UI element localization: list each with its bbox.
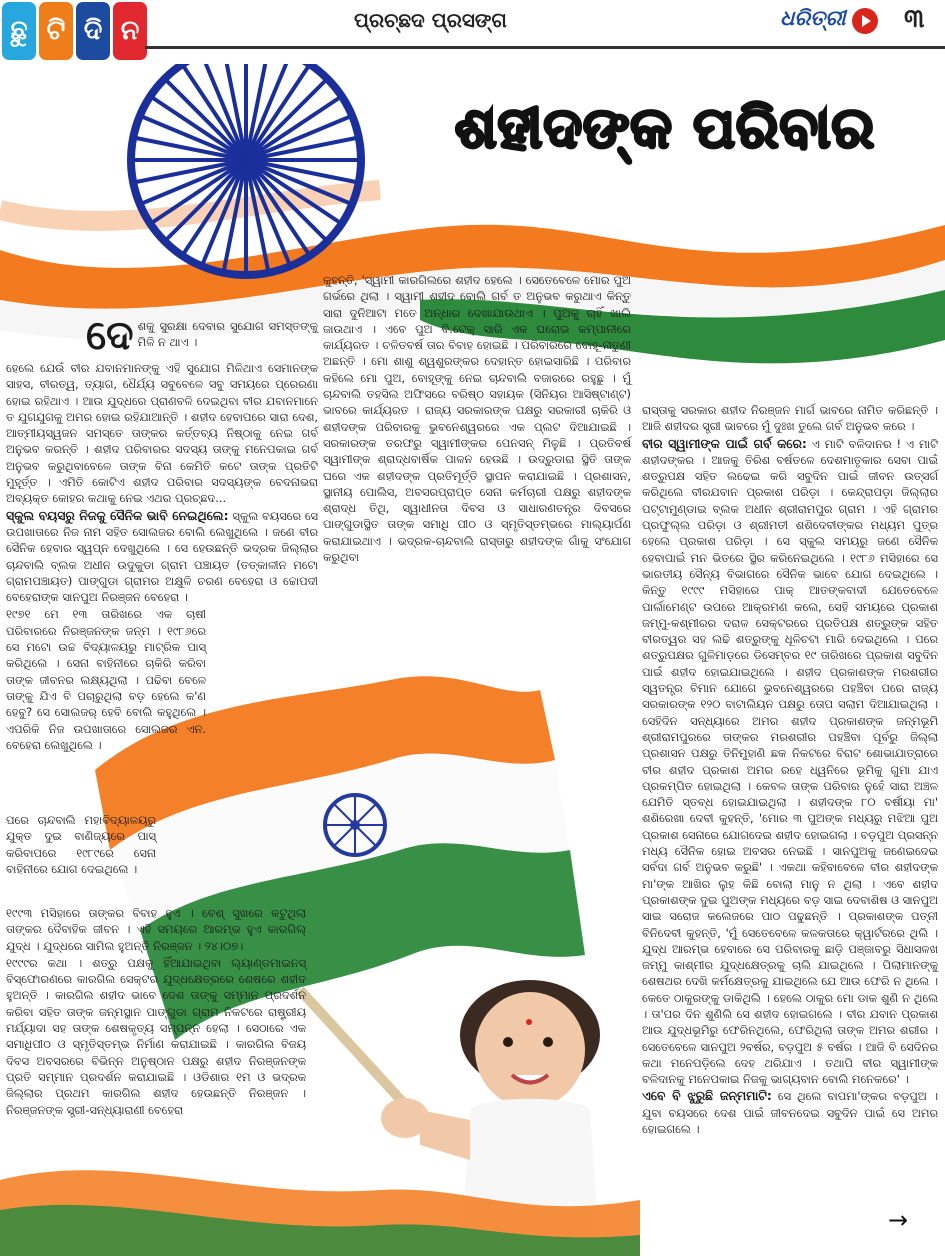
subheading: ସ୍କୁଲ ବୟସରୁ ନିଜକୁ ସୈନିକ ଭାବି ନେଇଥିଲେ: (6, 507, 229, 523)
paragraph: ସ୍କୁଲ ବୟସରେ ସେ ଉପଖାତାରେ ନିଜ ନାମ ସହିତ ସୋଲଜର ବୋଲି ଲେଖୁଥିଲେ । ଜଣେ ବୀର ସୈନିକ ହେବାର ସ୍ୱପ୍ନ ଦେଖୁଥିଲେ । ସେ ହେଉଛନ୍ତି ଭଦ୍ରକ ଜିଲ୍ଲାର ଚାନ୍ଦବାଲି ବ୍ଲକ ଅଧୀନ ଉଦୁକୁଡା ଗ୍ରାମ ପଞ୍ଚାୟତ (ତତ୍କାଳୀନ ମଟୋ ଗ୍ରାମପଞ୍ଚାୟତ) ପାଙ୍ଗୁଡା ଗ୍ରାମର ଅକ୍ଷୁଳି ଚରଣ ବେହେରା ଓ ଚ୍ଚୋପଦୀ ବେହେରାଙ୍କ ସାନପୁଅ ନିରଞ୍ଜନ ବେହେରା । (6, 508, 318, 605)
paragraph: ହେଲେ ଯେଉଁ ବୀର ଯବାନମାନଙ୍କୁ ଏହି ସୁଯୋଗ ମିଳିଥାଏ ସେମାନଙ୍କ ସାହସ, ବୀରତ୍ୱ, ତ୍ୟାଗ, ଧୈର୍ଯ୍ୟ ସବୁବେଳେ ସବୁ ସମୟରେ ପ୍ରେରଣା ହୋଇ ରହିଥାଏ । ଆଉ ଯୁଦ୍ଧରେ ପ୍ରାଣବଳି ଦେଇଥିବା ବୀର ଯବାନମାନେ ତ ଯୁଗଯୁଗକୁ ଅମର ହୋଇ ରହିଯାଆନ୍ତି । ଶହୀଦ ହେବାପରେ ସାରା ଦେଶ, ଆତ୍ମୀୟସ୍ୱଜନ ସମସ୍ତେ ତାଙ୍କର କର୍ତ୍ତବ୍ୟ ନିଷ୍ଠାକୁ ନେଇ ଗର୍ବ ଅନୁଭବ କରନ୍ତି । ଶହୀଦ ପରିବାରର ସଦସ୍ୟ ତାଙ୍କୁ ମନେପକାଇ ଗର୍ବ ଅନୁଭବ କରୁଥିବାବେଳେ ତାଙ୍କ ବିନା କେମିତି କଟେ ତାଙ୍କ ପ୍ରତିଟି ମୁହୂର୍ତ୍ତ । ଏମିତି କୋଟିଏ ଶହୀଦ ପରିବାର ସଦସ୍ୟଙ୍କ ବେଦନାଭରା ଅବ୍ୟକ୍ତ କୋହର କଥାକୁ ନେଇ ଏଥର ପ୍ରଚ୍ଛଦ... (6, 361, 318, 506)
paragraph: ଏ ମାଟି ବଳିଦାନର ! ଏ ମାଟି ଶହୀଦଙ୍କର । ଆଜକୁ ତିରିଶ ବର୍ଷତଳେ ଦେଶମାତୃକାର ସେବା ପାଇଁ ଶତ୍ରୁପକ୍ଷ ସହିତ ଲଢେଇ କରି ସବୁଦିନ ପାଇଁ ଜୀବନ ଉତ୍ସର୍ଗ କରିଥିଲେ ବୀରଯବାନ ପ୍ରକାଶ ପରିଡ଼ା । କେନ୍ଦ୍ରାପଡ଼ା ଜିଲ୍ଲାର ପଟ୍ଟାମୁଣ୍ଡାଇ ବ୍ଲକ ଅଧୀନ ଶ୍ରୀରାମପୁର ଗ୍ରାମ । ଏହି ଗ୍ରାମର ପ୍ରଫୁଲ୍ଲ ପରିଡ଼ା ଓ ଶ୍ରୀମତୀ ଶଶିଦେବୀଙ୍କର ମଧ୍ୟମ ପୁତ୍ର ହେଲେ ପ୍ରକାଶ ପରିଡ଼ା । ସେ ସ୍କୁଲ ସମୟରୁ ଜଣେ ସୈନିକ ହେବାପାଇଁ ମନ ଭିତରେ ସ୍ଥିର କରିନେଇଥିଲେ । ୧୯୮୬ ମସିହାରେ ସେ ଭାରତୀୟ ସୈନ୍ୟ ବିଭାଗରେ ସୈନିକ ଭାବେ ଯୋଗ ଦେଇଥିଲେ । କିନ୍ତୁ ୧୯୯୯ ମସିହାରେ ପାକ୍ ଆତଙ୍କବାଦୀ ଯେତେବେଳେ ପାର୍ଲାମେଣ୍ଟ ଉପରେ ଆକ୍ରମଣ କଲେ, ସେହି ସମୟରେ ପ୍ରକାଶ ଜମ୍ମୁ-କଶ୍ମୀରର ଦରାଳ ସେକ୍ଟରରେ ପ୍ରତିପକ୍ଷ ଶତ୍ରୁଙ୍କ ସହିତ ବୀରତ୍ୱର ସହ ଲଢି ଶତ୍ରୁଙ୍କୁ ଧୂଳିଚଟା ମାରି ଦେଇଥିଲେ । ପରେ ଶତ୍ରୁପକ୍ଷର ଗୁଳିମାଡ଼ରେ ଡିସେମ୍ବର ୧୯ ତାରିଖରେ ପ୍ରକାଶ ସବୁଦିନ ପାଇଁ ଶହୀଦ ହୋଇଯାଇଥିଲେ । ଶହୀଦ ପ୍ରକାଶଙ୍କ ମରଶରୀର ସ୍ୱତନ୍ତ୍ର ବିମାନ ଯୋଗେ ଭୁବନେଶ୍ୱରରେ ପହଞ୍ଚିବା ପରେ ରାଜ୍ୟ ସରକାରଙ୍କ ୧୨୦ ବାଟାଲିୟନ ପକ୍ଷରୁ ତୋପ ସଲାମ ଦିଆଯାଇଥିଲା । ସେହିଦିନ ସନ୍ଧ୍ୟାରେ ଅମର ଶହୀଦ ପ୍ରକାଶଙ୍କ ଜନ୍ମଭୂମି ଶ୍ରୀରାମପୁରରେ ତାଙ୍କର ମରଶରୀର ପହଞ୍ଚିବା ପୂର୍ବରୁ ଜିଲ୍ଲା ପ୍ରଶାସନ ପକ୍ଷରୁ ତିନିମୁହାଣି ଛକ ନିକଟରେ ବିରାଟ ଶୋଭାଯାତ୍ରାରେ ବୀର ଶହୀଦ ପ୍ରକାଶ ଅମର ରହେ ଧ୍ୱନିରେ ଭୂମିକୁ ଗୁମା ଯାଏ ପ୍ରକମ୍ପିତ ହୋଇଥିଲା । କେବଳ ତାଙ୍କ ପରିବାର ନୁହେଁ ସାରା ଅଞ୍ଚଳ ଯେମିତି ସ୍ତବ୍ଧ ହୋଇଯାଇଥିଲା । ଶହୀଦଙ୍କ ୮୦ ବର୍ଷୀୟା ମା' ଶଶିରେଖା ଦେବୀ କୁହନ୍ତି, 'ମୋର ୩ ପୁଅଙ୍କ ମଧ୍ୟରୁ ମଝିଆ ପୁଅ ପ୍ରକାଶ ସେନାରେ ଯୋଗଦେଇ ଶହୀଦ ହୋଇଗଲା । ବଡ଼ପୁଅ ପ୍ରସନ୍ନ ମଧ୍ୟ ସୈନିକ ହୋଇ ଅବସର ନେଇଛି । ସାନପୁଅକୁ ଜଣେଇଦେଇ ସର୍ବଦା ଗର୍ବ ଅନୁଭବ କରୁଛି' । ଏକଥା କହିବାବେଳେ ବୀର ଶହୀଦଙ୍କ ମା'ଙ୍କ ଆଖିର ଲୁହ କିଛି ବୋଲା ମାନୁ ନ ଥିଲା । ଏବେ ଶହୀଦ ପ୍ରକାଶଙ୍କ ଦୁଇ ପୁଅଙ୍କ ମଧ୍ୟରେ ବଡ଼ ସାଇ ଦେବାଶିଷ ଓ ସାନପୁଅ ସାଇ ସରୋଜ କଲେଜରେ ପାଠ ପଢୁଛନ୍ତି । ପ୍ରକାଶଙ୍କ ପତ୍ନୀ ବିନିଦେବୀ କୁହନ୍ତି, 'ମୁଁ ସେତେବେଳେ କଳକତାରେ କ୍ୱାର୍ଟରରେ ଥିଲି । ଯୁଦ୍ଧ ଆରମ୍ଭ ହେବାରେ ସେ ପରିବାରକୁ ଛାଡ଼ି ପଞ୍ଜାବରୁ ସିଧାସଳଖ ଜମ୍ମୁ କାଶ୍ମୀର ଯୁଦ୍ଧକ୍ଷେତ୍ରକୁ ଚାଲି ଯାଇଥିଲେ । ପିଲାମାନଙ୍କୁ ଶେଷଥର ଦେଖି କର୍ମକ୍ଷେତ୍ରକୁ ଯାଇଥିଲେ ଯେ ଆଉ ଫେରି ନ ଥିଲେ । କେତେ ଠାକୁରଙ୍କୁ ଡାକିଥିଲି । ହେଲେ ଠାକୁର ମୋ ଡାକ ଶୁଣି ନ ଥିଲେ । ତା'ପର ଦିନ ଶୁଣିଲି ସେ ଶହୀଦ ହୋଇଗଲେ । ବୀର ଯବାନ ପ୍ରକାଶ ଆଉ ଯୁଦ୍ଧଭୂମିରୁ ଫେରିନଥିଲେ, ଫେରିଥିଲା ତାଙ୍କ ଅମର ଶରୀର । ସେତେବେଳେ ସାନପୁଅ ୨ବର୍ଷର, ବଡ଼ପୁଅ ୫ ବର୍ଷର । ଆଜି ବି ସେଦିନର କଥା ମନେପଡ଼ିଲେ ଦେହ ଥରିଯାଏ । ତଥାପି ବୀର ସ୍ୱାମୀଙ୍କ ବଳିଦାନକୁ ମନେପକାଇ ନିଜକୁ ଭାଗ୍ୟବାନ ବୋଲି ମନେକରେ' । (642, 436, 938, 1087)
article-column-right (642, 402, 938, 1138)
continue-arrow-icon: → (888, 1206, 909, 1234)
subheading: ଏବେ ବି ଝୁରୁଛି ଜନ୍ମମାଟି: (642, 1088, 772, 1104)
logo-tile: ଟି (39, 2, 73, 60)
page-number: ୩ (900, 4, 928, 35)
subheading: ବୀର ସ୍ୱାମୀଙ୍କ ପାଇଁ ଗର୍ବ କରେ: (642, 435, 807, 451)
page-header (0, 0, 945, 64)
logo-tile: ଦି (76, 2, 110, 60)
article-column-left-narrow (6, 812, 156, 878)
section-logo (2, 2, 147, 60)
article-column-left-bottom (6, 905, 306, 1119)
article-intro (86, 313, 318, 359)
header-divider (145, 46, 945, 49)
logo-tile: ଛୁ (2, 2, 36, 60)
paragraph: ରାସ୍ତାକୁ ସରକାର ଶହୀଦ ନିରଞ୍ଜନ ମାର୍ଗ ଭାବରେ ନାମିତ କରିଛନ୍ତି । ଆଜି ଶହୀଦର ସ୍ତ୍ରୀ ଭାବରେ ମୁଁ ଦୁଃଖ ତୁଲେ ଗର୍ବ ଅନୁଭବ କରେ । (642, 403, 938, 434)
paragraph: କୁହନ୍ତି, 'ସ୍ୱାମୀ କାରଗିଲରେ ଶହୀଦ ହେଲେ । ସେତେବେଳେ ମୋର ପୁଅ ଗର୍ଭରେ ଥିଲା । ସ୍ୱାମୀ ଶହୀଦ ବୋଲି ଗର୍ବ ତ ଅନୁଭବ କରୁଥାଏ କିନ୍ତୁ ସାରା ଦୁନିଆଟା ମତେ ଅନ୍ଧାର ଦେଖାଯାଉଥାଏ । ପୁଅକୁ ଚାହିଁ ଖାଲି ଜାଉଥାଏ । ଏବେ ପୁଅ ବି.ଟେକ୍ ସାରି ଏକ ଘରୋଇ କମ୍ପାନୀରେ କାର୍ଯ୍ୟରତ । ଚଳିତବର୍ଷ ତାର ବିବାହ ହୋଇଛି । ପରିବାରରେ ବୋହୂ-ନାତୁଣୀ ଅଛନ୍ତି । ମୋ ଶାଶୁ ଶ୍ୱଶୁରଙ୍କର ଦେହାନ୍ତ ହୋଇସାରିଛି । ପରିବାର କହିଲେ ମୋ ପୁଅ, ବୋହୂଙ୍କୁ ନେଇ ଚାନ୍ଦବାଲି ବଜାରରେ ରହୁଛୁ । ମୁଁ ଚାନ୍ଦବାଲି ତହସିଲ ଅଫିସରେ ବରିଷ୍ଠ ସହାୟକ (ସିନିୟର ଆସିଷ୍ଟାଣ୍ଟ) ଭାବରେ କାର୍ଯ୍ୟରତ । ରାଜ୍ୟ ସରକାରଙ୍କ ପକ୍ଷରୁ ସରକାରୀ ଚାକିରି ଓ ଶହୀଦଙ୍କ ପରିବାରକୁ ଭୁବନେଶ୍ୱରରେ ଏକ ପ୍ଲଟ ଦିଆଯାଇଛି । ସରକାରଙ୍କ ତରଫରୁ ସ୍ୱାମୀଙ୍କର ପେନସନ୍ ମିଳୁଛି । ପ୍ରତିବର୍ଷ ସ୍ୱାମୀଙ୍କ ଶ୍ରାଦ୍ଧବାର୍ଷିକ ପାଳନ ହେଉଛି । ଉଦ୍ରୁଡାରା ସ୍ଥିତି ତାଙ୍କ ଘରେ ଏକ ଶହୀଦଙ୍କ ପ୍ରତିମୂର୍ତ୍ତି ସ୍ଥାପନ କରାଯାଇଛି । ପ୍ରଶାସନ, ସ୍ଥାନୀୟ ପୋଲିସ, ଅବସରପ୍ରାପ୍ତ ସେନା କର୍ମଚାରୀ ପକ୍ଷରୁ ଶହୀଦଙ୍କ ଶ୍ରାଦ୍ଧ ତିଥି, ସ୍ୱାଧୀନତା ଦିବସ ଓ ସାଧାରଣତନ୍ତ୍ର ଦିବସରେ ପାଙ୍ଗୁଡାସ୍ଥିତ ତାଙ୍କ ସମାଧି ପୀଠ ଓ ସ୍ମୃତିସ୍ତମ୍ଭରେ ମାଲ୍ୟାର୍ପଣ କରାଯାଇଥାଏ । ଭଦ୍ରକ-ଚାନ୍ଦବାଲି ରାସ୍ତାରୁ ଶହୀଦଙ୍କ ଗାଁକୁ ସଂଯୋଗ କରୁଥିବା (323, 273, 631, 565)
logo-tile: ନ (113, 2, 147, 60)
article-column-middle (323, 272, 631, 566)
paragraph: ପରେ ଚାନ୍ଦବାଲି ମହାବିଦ୍ୟାଳୟରୁ ଯୁକ୍ତ ଦୁଇ ବାଣିଜ୍ୟରେ ପାସ୍ କରିବାପରେ ୧୯୮୯ରେ ସେନା ବାହିନୀରେ ଯୋଗ ଦେଇଥିଲେ । (6, 813, 156, 876)
paragraph: ୧୯୯୩ ମସିହାରେ ତାଙ୍କର ବିବାହ ହୁଏ । ବେଶ୍ ସୁଖରେ କଟୁଥିଲା ତାଙ୍କର ଦୈବାହିକ ଜୀବନ । ଏହି ସମୟରେ ଆରମ୍ଭ ହୁଏ କାରଗିଲ୍ ଯୁଦ୍ଧ । ଯୁଦ୍ଧରେ ସାମିଲ ହୁଅନ୍ତି ନିରଞ୍ଜନ । ୨୪।୦୭। (6, 906, 306, 953)
intro-text: ଶକୁ ସୁରକ୍ଷା ଦେବାର ସୁଯୋଗ ସମସ୍ତଙ୍କୁ ମିଳି ନ ଥାଏ । (137, 319, 318, 350)
paragraph: ସେ ଥିଲେ ବାପମା'ଙ୍କର ବଡ଼ପୁଅ । ଯୁବା ବୟସରେ ଦେଶ ପାଇଁ ଜୀବନଦେଇ ସବୁଦିନ ପାଇଁ ସେ ଅମର ହୋଇଗଲେ । (642, 1089, 938, 1137)
paragraph: ୧୯୯୯ର କଥା । ଶତ୍ରୁ ପକ୍ଷକୁ ହିଁଆଯାଇଥିବା ଲ୍ୟାଣ୍ଡମାଇନସ୍ ବିସ୍ଫୋରଣରେ କାରଗିଲ ସେକ୍ଟର ଯୁଦ୍ଧକ୍ଷେତ୍ରରେ ଶେଷରେ ଶହୀଦ ହୁଅନ୍ତି । କାରଗିଲ ଶହୀଦ ଭାବେ ଦେଶ ତାଙ୍କୁ ସମ୍ମାନ ପ୍ରଦର୍ଶନ କରିବା ସହିତ ତାଙ୍କ ଜନ୍ମସ୍ଥାନ ପାଙ୍ଗୁଡା ଗ୍ରାମ ନିକଟରେ ରାଷ୍ଟ୍ରୀୟ ମର୍ଯ୍ୟାଦା ସହ ତାଙ୍କ ଶେଷକୃତ୍ୟ ସମ୍ପନ୍ନ ହେଲା । ସେଠାରେ ଏକ ସମାଧିପୀଠ ଓ ସ୍ମୃତିସ୍ତମ୍ଭ ନିର୍ମାଣ କରାଯାଇଛି । କାରଗିଲ ବିଜୟ ଦିବସ ଅବସରରେ ବିଭିନ୍ନ ଅନୁଷ୍ଠାନ ପକ୍ଷରୁ ଶହୀଦ ନିରଞ୍ଜନଙ୍କ ପ୍ରତି ସମ୍ମାନ ପ୍ରଦର୍ଶନ କରାଯାଇଛି । ଓଡିଶାର ୧ମ ଓ ଭଦ୍ରକ ଜିଲ୍ଲାର ପ୍ରଥମ କାରଗିଲ ଶହୀଦ ହେଉଛନ୍ତି ନିରଞ୍ଜନ । ନିରଞ୍ଜନଙ୍କ ସ୍ତ୍ରୀ-ସନ୍ଧ୍ୟାରାଣୀ ବେହେରା (6, 955, 306, 1117)
brand-logo: ଧରିତ୍ରୀ (776, 6, 850, 31)
section-label: ପ୍ରଚ୍ଛଦ ପ୍ରସଙ୍ଗ (346, 8, 515, 32)
drop-cap: ଦେ (86, 313, 134, 359)
paragraph: ୧୯୭୧ ମେ ୧୩ ତାରିଖରେ ଏକ ଚାଷୀ ପରିବାରରେ ନିରଞ୍ଜନଙ୍କ ଜନ୍ମ । ୧୯୮୬ରେ ସେ ମଟୋ ଉଚ୍ଚ ବିଦ୍ୟାଳୟରୁ ମାଟ୍ରିକ ପାସ୍ କରିଥିଲେ । ସେନା ବାହିନୀରେ ଚାକିରି କରିବା ତାଙ୍କ ଜୀବନର ଲକ୍ଷ୍ୟଥିଲା । ପଢିବା ବେଳେ ତାଙ୍କୁ ଯିଏ ବି ପଚାରୁଥିଲା ବଡ଼ ହେଲେ କ'ଣ ହେବୁ? ସେ ସୋଲଜର୍ ହେବି ବୋଲି କହୁଥିଲେ । ଏପରିକି ନିଜ ଉପଖାତାରେ ସୋଲଜର ଏନ. ବେହେରା ଲେଖୁଥିଲେ । (6, 607, 206, 752)
play-icon (852, 8, 878, 34)
ashoka-chakra-icon (131, 45, 361, 275)
article-column-left (6, 360, 318, 754)
headline: ଶହୀଦଙ୍କ ପରିବାର (455, 96, 876, 161)
